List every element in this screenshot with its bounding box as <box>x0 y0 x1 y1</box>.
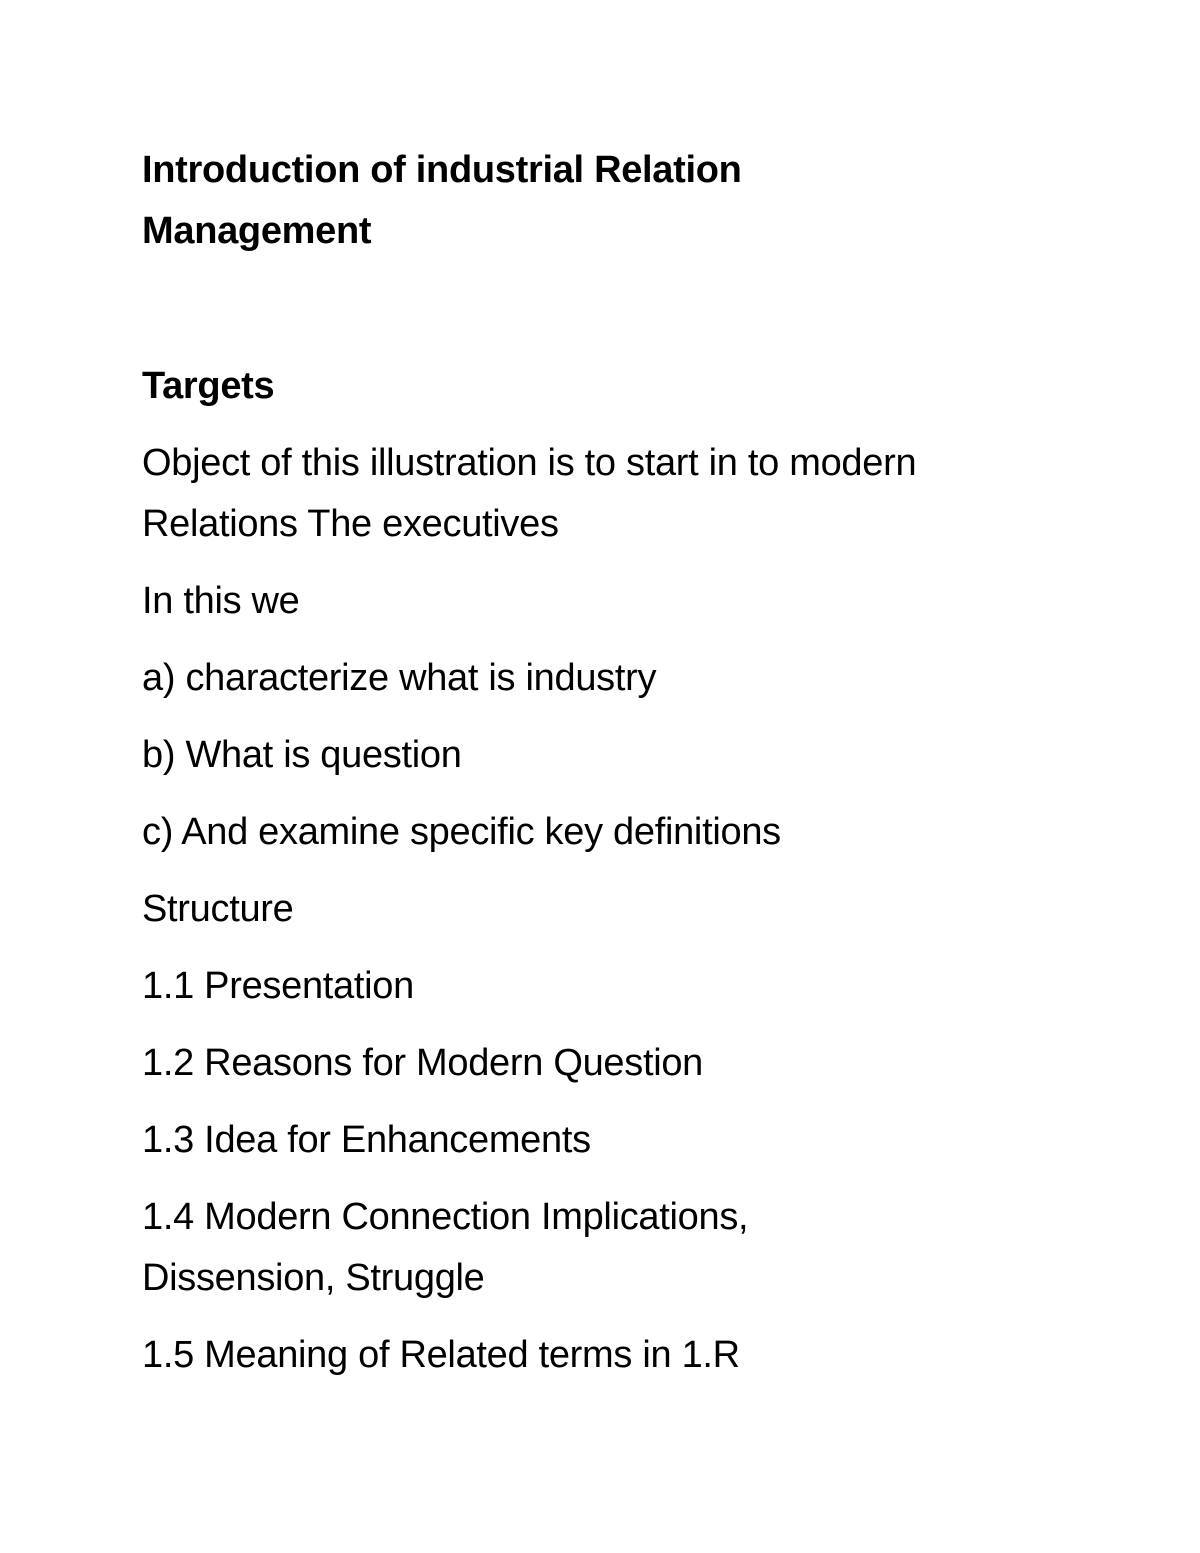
paragraph-objective: Object of this illustration is to start in to modern Relations The executives <box>142 442 917 545</box>
structure-item-1-2: 1.2 Reasons for Modern Question <box>142 1042 704 1084</box>
section-heading-targets: Targets <box>142 365 275 407</box>
structure-item-1-5: 1.5 Meaning of Related terms in 1.R <box>142 1334 740 1376</box>
document-title: Introduction of industrial Relation Management <box>142 149 742 252</box>
document-body <box>142 140 942 1386</box>
list-item-a: a) characterize what is industry <box>142 657 657 699</box>
structure-label: Structure <box>142 888 294 930</box>
structure-item-1-1: 1.1 Presentation <box>142 965 414 1007</box>
list-item-b: b) What is question <box>142 734 462 776</box>
paragraph-intro: In this we <box>142 580 300 622</box>
structure-item-1-4: 1.4 Modern Connection Implications, Dissension, Struggle <box>142 1196 749 1299</box>
structure-item-1-3: 1.3 Idea for Enhancements <box>142 1119 591 1161</box>
list-item-c: c) And examine specific key definitions <box>142 811 781 853</box>
